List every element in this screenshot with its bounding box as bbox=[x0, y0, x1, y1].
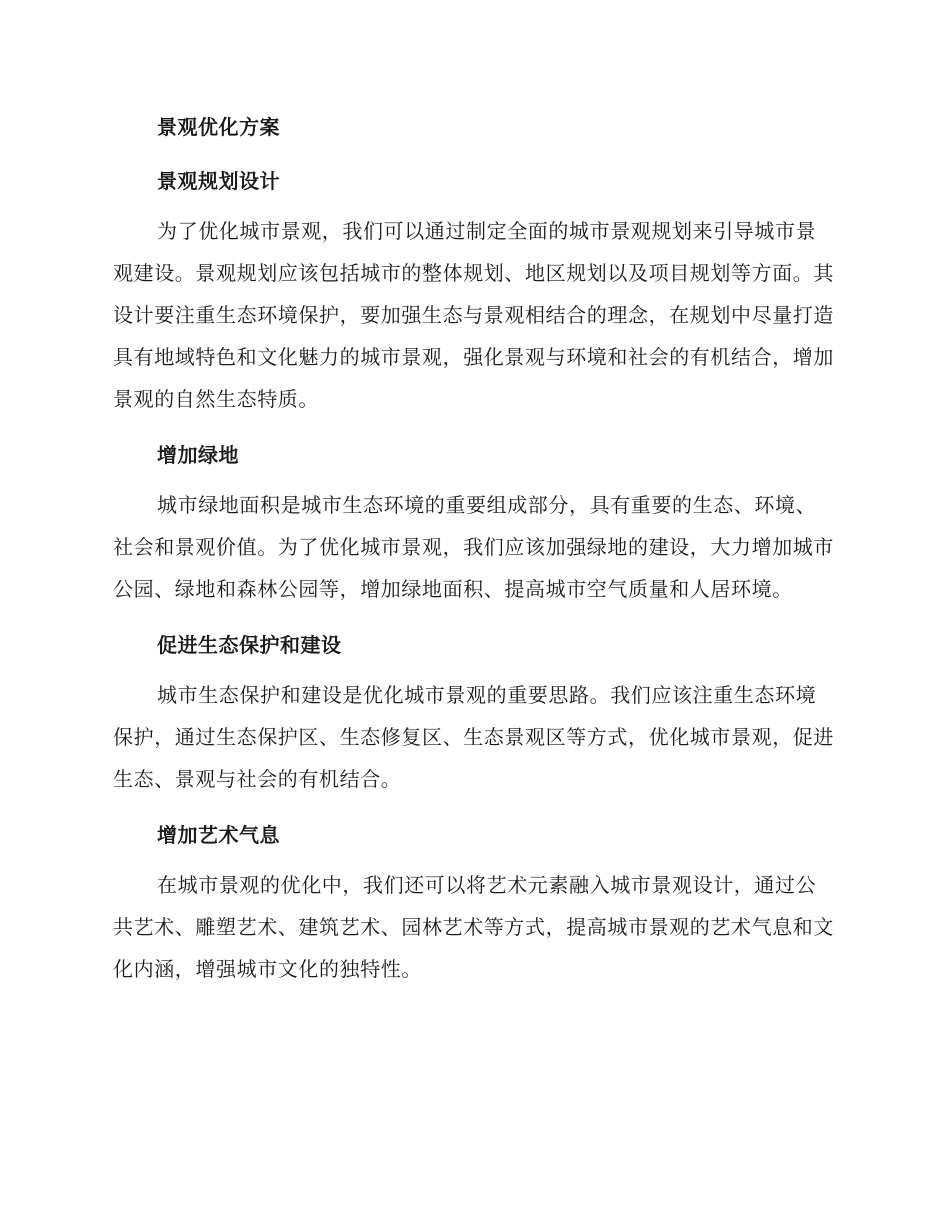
section-body-art: 在城市景观的优化中，我们还可以将艺术元素融入城市景观设计，通过公共艺术、雕塑艺术、建筑艺术、园林艺术等方式，提高城市景观的艺术气息和文化内涵，增强城市文化的独特性。 bbox=[113, 873, 834, 981]
document-page bbox=[113, 106, 835, 1004]
section-body-ecology: 城市生态保护和建设是优化城市景观的重要思路。我们应该注重生态环境保护，通过生态保护区、生态修复区、生态景观区等方式，优化城市景观，促进生态、景观与社会的有机结合。 bbox=[113, 683, 834, 791]
section-body-landscape-planning: 为了优化城市景观，我们可以通过制定全面的城市景观规划来引导城市景观建设。景观规划应该包括城市的整体规划、地区规划以及项目规划等方面。其设计要注重生态环境保护，要加强生态与景观相结合的理念，在规划中尽量打造具有地域特色和文化魅力的城市景观，强化景观与环境和社会的有机结合，增加景观的自然生态特质。 bbox=[113, 219, 834, 411]
section-heading-art: 增加艺术气息 bbox=[157, 823, 280, 847]
document-title: 景观优化方案 bbox=[157, 115, 280, 139]
section-body-green-space: 城市绿地面积是城市生态环境的重要组成部分，具有重要的生态、环境、社会和景观价值。为了优化城市景观，我们应该加强绿地的建设，大力增加城市公园、绿地和森林公园等，增加绿地面积、提高城市空气质量和人居环境。 bbox=[113, 493, 834, 601]
section-heading-landscape-planning: 景观规划设计 bbox=[157, 169, 280, 193]
section-heading-green-space: 增加绿地 bbox=[157, 443, 239, 467]
section-heading-ecology: 促进生态保护和建设 bbox=[157, 633, 342, 657]
